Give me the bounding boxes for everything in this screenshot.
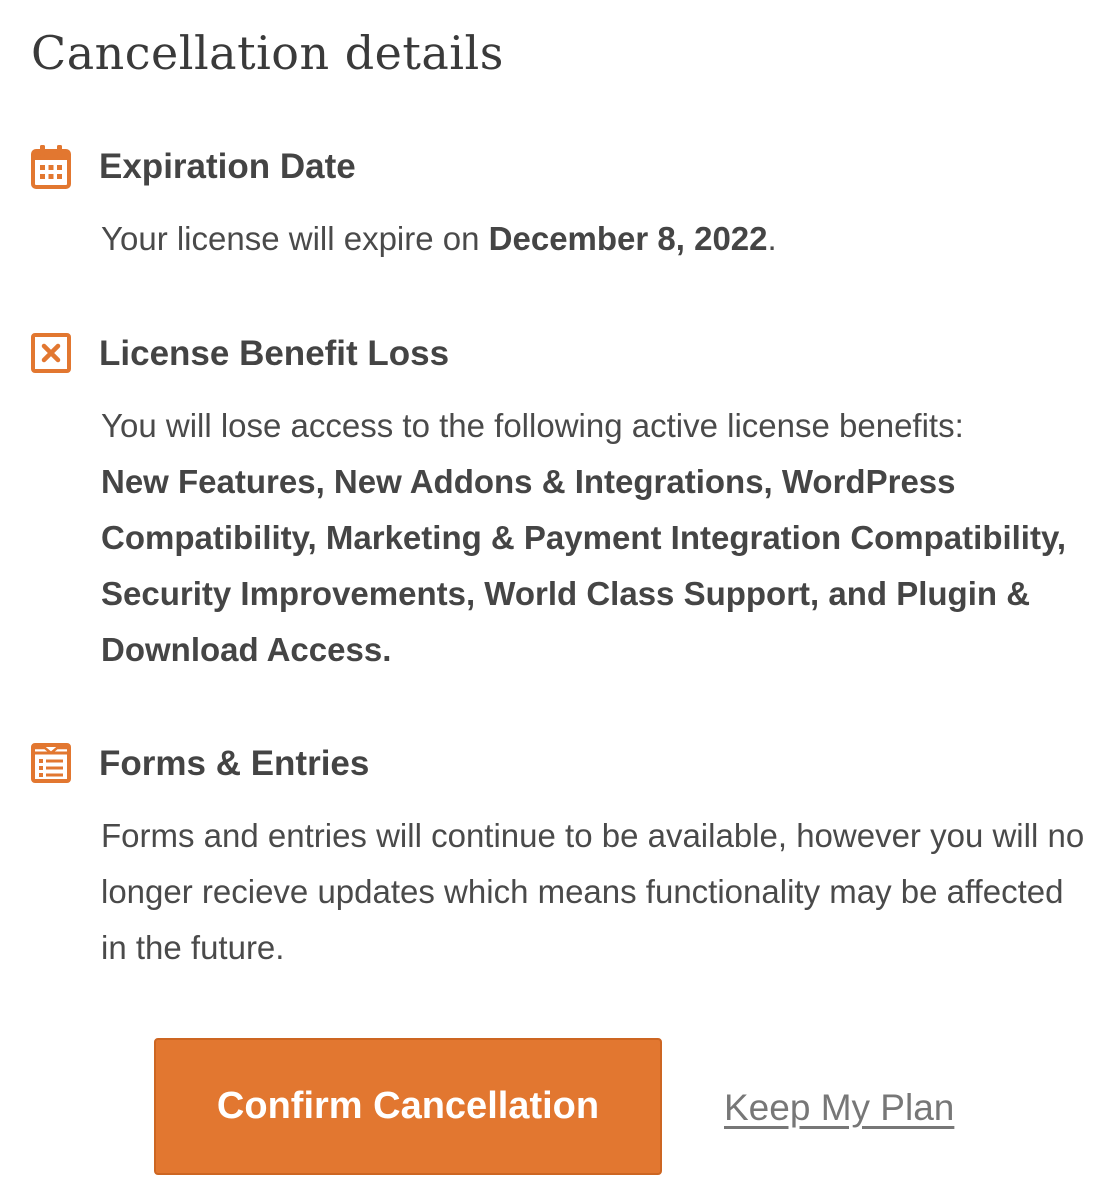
benefits-heading: License Benefit Loss: [99, 334, 450, 373]
forms-text: Forms and entries will continue to be available, however you will no longer recieve updates which means functionality may be affected in the future.: [101, 817, 1085, 966]
expiration-text-before: Your license will expire on: [101, 220, 489, 257]
confirm-cancellation-button[interactable]: Confirm Cancellation: [154, 1038, 662, 1175]
close-box-icon: [30, 332, 72, 376]
benefits-text: [101, 398, 1086, 678]
calendar-icon: [30, 145, 72, 189]
benefits-list: New Features, New Addons & Integrations, WordPress Compatibility, Marketing & Payment Integration Compatibility, Security Improvements, World Class Support, and Plugin & Download Access.: [101, 463, 1067, 668]
expiration-text: [101, 211, 1086, 267]
benefits-intro: You will lose access to the following active license benefits:: [101, 407, 964, 444]
keep-my-plan-link[interactable]: Keep My Plan: [724, 1087, 955, 1128]
expiration-text-after: .: [767, 220, 777, 257]
page-title: Cancellation details: [31, 26, 504, 80]
form-list-icon: [30, 742, 72, 786]
expiration-date: December 8, 2022: [488, 220, 768, 257]
expiration-heading: Expiration Date: [99, 147, 356, 186]
forms-heading: Forms & Entries: [99, 744, 370, 783]
